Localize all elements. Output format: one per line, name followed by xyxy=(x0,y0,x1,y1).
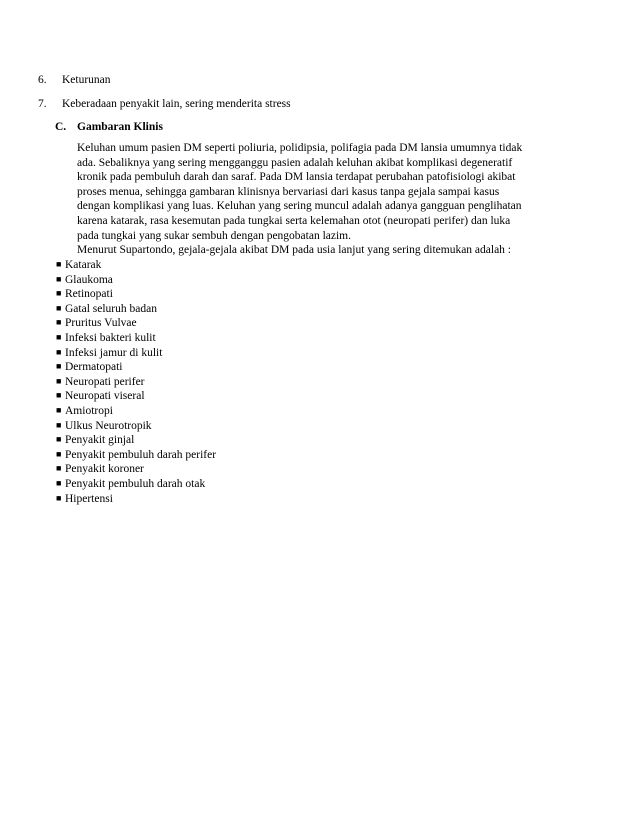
paragraph-line: dengan komplikasi yang luas. Keluhan yang sering muncul adalah adanya gangguan penglihatan xyxy=(77,200,522,213)
list-item-text: Penyakit pembuluh darah perifer xyxy=(65,448,217,461)
list-item xyxy=(56,315,216,330)
square-bullet-icon: ■ xyxy=(56,288,62,299)
item-number: 6. xyxy=(38,74,47,86)
list-item xyxy=(56,461,216,476)
paragraph-line: proses menua, sehingga gambaran klinisnya bervariasi dari kasus tanpa gejala sampai kasus xyxy=(77,185,500,198)
item-text: Keturunan xyxy=(62,74,111,86)
list-item-text: Ulkus Neurotropik xyxy=(65,419,152,432)
list-item xyxy=(56,301,216,316)
list-item xyxy=(56,388,216,403)
paragraph-line: ada. Sebaliknya yang sering mengganggu pasien adalah keluhan akibat komplikasi degeneratif xyxy=(77,156,513,169)
list-item xyxy=(56,491,216,506)
list-item xyxy=(56,272,216,287)
square-bullet-icon: ■ xyxy=(56,419,62,430)
square-bullet-icon: ■ xyxy=(56,448,62,459)
list-item xyxy=(56,330,216,345)
list-item xyxy=(56,447,216,462)
square-bullet-icon: ■ xyxy=(56,361,62,372)
section-title: Gambaran Klinis xyxy=(77,121,163,133)
square-bullet-icon: ■ xyxy=(56,404,62,415)
list-item xyxy=(56,345,216,360)
list-item-text: Penyakit koroner xyxy=(65,463,144,476)
square-bullet-icon: ■ xyxy=(56,259,62,269)
paragraph-line: karena katarak, rasa kesemutan pada tungkai serta kelemahan otot (neuropati perifer) dan luka xyxy=(77,214,511,227)
list-item xyxy=(56,286,216,301)
list-item xyxy=(56,418,216,433)
list-item xyxy=(56,359,216,374)
list-item xyxy=(56,476,216,491)
numbered-item-7 xyxy=(38,97,598,112)
item-number: 7. xyxy=(38,98,47,110)
square-bullet-icon: ■ xyxy=(56,477,62,488)
paragraph-line: pada tungkai yang sukar sembuh dengan pengobatan lazim. xyxy=(77,229,352,242)
square-bullet-icon: ■ xyxy=(56,302,62,313)
paragraph-line: kronik pada pembuluh darah dan saraf. Pada DM lansia terdapat perubahan patofisiologi akibat xyxy=(77,171,516,184)
body-paragraph xyxy=(77,141,577,243)
list-item-text: Neuropati perifer xyxy=(65,375,145,388)
list-item-text: Hipertensi xyxy=(65,492,113,505)
square-bullet-icon: ■ xyxy=(56,331,62,342)
list-item-text: Neuropati viseral xyxy=(65,390,145,403)
list-item-text: Pruritus Vulvae xyxy=(65,317,137,330)
list-item-text: Penyakit ginjal xyxy=(65,434,135,447)
paragraph-line: Keluhan umum pasien DM seperti poliuria, polidipsia, polifagia pada DM lansia umumnya tidak xyxy=(77,142,523,154)
square-bullet-icon: ■ xyxy=(56,463,62,474)
numbered-item-6 xyxy=(38,73,598,88)
square-bullet-icon: ■ xyxy=(56,273,62,284)
symptom-list xyxy=(56,257,216,505)
list-item-text: Retinopati xyxy=(65,288,113,301)
square-bullet-icon: ■ xyxy=(56,434,62,445)
square-bullet-icon: ■ xyxy=(56,492,62,503)
square-bullet-icon: ■ xyxy=(56,390,62,401)
square-bullet-icon: ■ xyxy=(56,317,62,328)
list-intro: Menurut Supartondo, gejala-gejala akibat DM pada usia lanjut yang sering ditemukan adalah : xyxy=(77,244,511,256)
item-text: Keberadaan penyakit lain, sering menderita stress xyxy=(62,98,291,110)
section-heading xyxy=(55,120,163,135)
list-item-text: Gatal seluruh badan xyxy=(65,302,157,315)
list-item xyxy=(56,432,216,447)
square-bullet-icon: ■ xyxy=(56,375,62,386)
list-item-text: Katarak xyxy=(65,259,102,271)
list-item xyxy=(56,403,216,418)
list-item-text: Dermatopati xyxy=(65,361,123,374)
list-item-text: Amiotropi xyxy=(65,404,113,417)
list-item xyxy=(56,374,216,389)
section-letter: C. xyxy=(55,121,67,133)
list-item-text: Glaukoma xyxy=(65,273,113,286)
list-item-text: Infeksi jamur di kulit xyxy=(65,346,163,359)
list-item xyxy=(56,257,216,272)
list-item-text: Penyakit pembuluh darah otak xyxy=(65,477,206,490)
list-item-text: Infeksi bakteri kulit xyxy=(65,331,156,344)
square-bullet-icon: ■ xyxy=(56,346,62,357)
